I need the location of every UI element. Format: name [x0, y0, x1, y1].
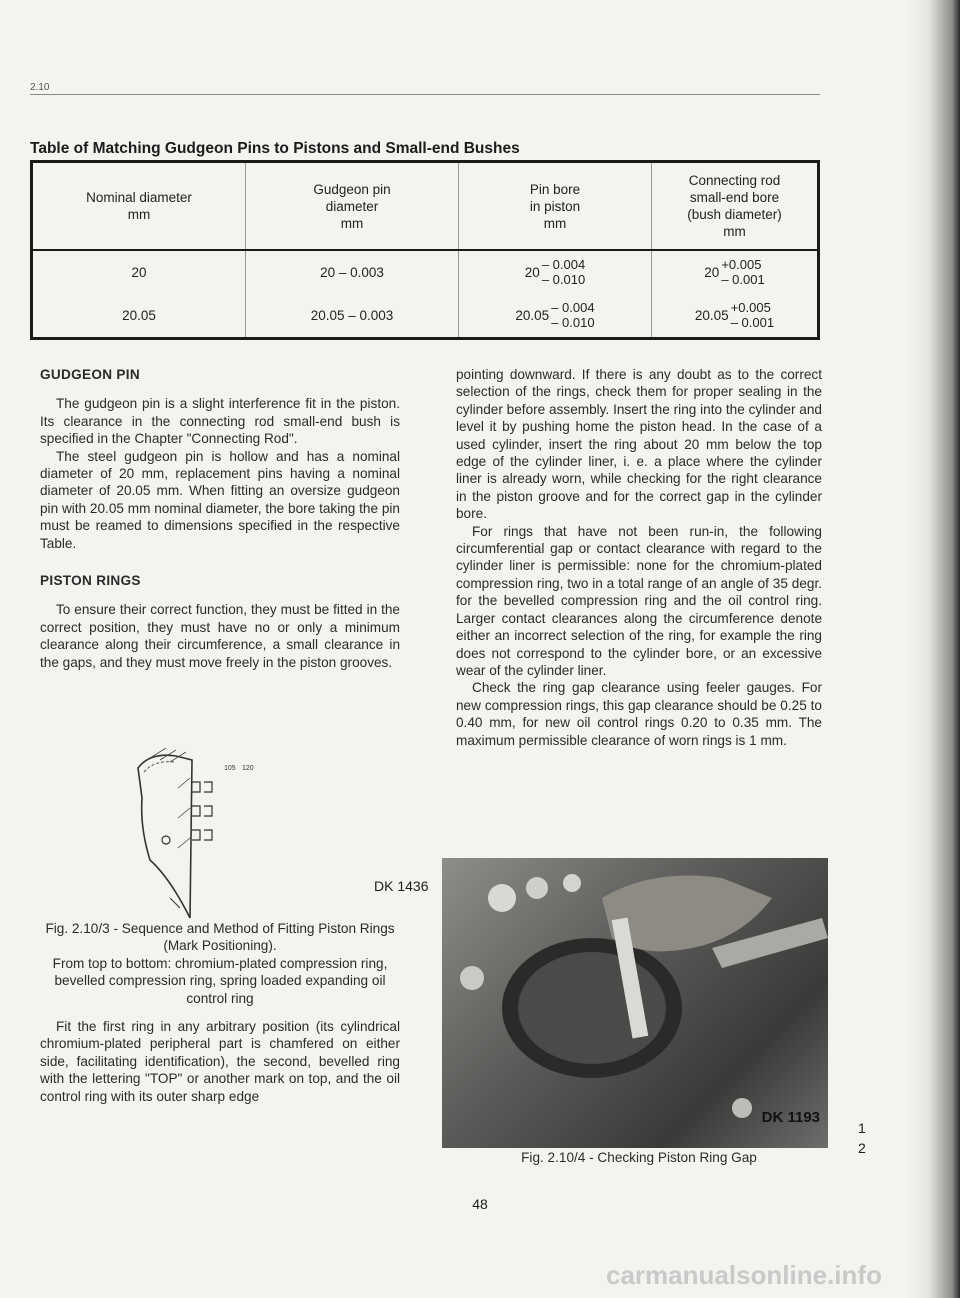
gudgeon-paragraph: The gudgeon pin is a slight interference fit in the piston. Its clearance in the connecting rod small-end bush is specified in the Chapter "Connecting Rod". [40, 396, 400, 447]
rings-heading: PISTON RINGS [40, 573, 141, 589]
watermark: carmanualsonline.info [606, 1260, 882, 1290]
header-bore: Pin bore in piston mm [459, 162, 652, 251]
page-binding-shadow [908, 0, 960, 1298]
table-row [32, 250, 819, 294]
right-column [456, 366, 822, 749]
header-pin: Gudgeon pin diameter mm [246, 162, 459, 251]
edge-numbers: 1 2 [858, 1120, 866, 1156]
cell-pin: 20.05 – 0.003 [246, 294, 459, 339]
header-rule [30, 94, 820, 95]
cell-bore: 20 – 0.004 – 0.010 [459, 250, 652, 294]
fig-caption: Fig. 2.10/3 - Sequence and Method of Fitting Piston Rings (Mark Positioning). From top to bottom: chromium-plated compression ring, bevelled compression ring, spring loaded expanding oil control ring [45, 921, 395, 1006]
cell-nominal: 20 [32, 250, 246, 294]
fig-label: 120 [242, 765, 254, 772]
rings-fitting-paragraph: Fit the first ring in any arbitrary position (its cylindrical chromium-plated peripheral part is chamfered on either side, facilitating identification), the second, bevelled ring with the lettering "TOP" or another mark on top, and the oil control ring with its outer sharp edge [40, 1019, 400, 1104]
header-bush: Connecting rod small-end bore (bush diameter) mm [652, 162, 819, 251]
right-paragraph: For rings that have not been run-in, the following circumferential gap or contact clearance with regard to the cylinder liner is permissible: none for the chromium-plated compression ring, two in a total range of an angle of 35 degr. for the bevelled compression ring and the oil control ring. Larger contact clearances along the circumference denote either an incorrect selection of the ring, for example the ring does not correspond to the cylinder bore, or an excessive wear of the cylinder liner. [456, 523, 822, 678]
cell-bush: 20.05 +0.005 – 0.001 [694, 300, 775, 331]
cell-bore: 20.05 – 0.004 – 0.010 [459, 294, 652, 339]
matching-table [30, 160, 820, 340]
left-column [40, 366, 400, 691]
cell-nominal: 20.05 [32, 294, 246, 339]
table-header-row [32, 162, 819, 251]
photo-code: DK 1193 [761, 1109, 820, 1126]
rings-paragraph: To ensure their correct function, they must be fitted in the correct position, they must have no or only a minimum clearance along their circumference, a small clearance in the gaps, and they must move freely in the piston grooves. [40, 602, 400, 670]
piston-ring-diagram [130, 748, 260, 928]
table-row [32, 294, 819, 339]
section-number: 2.10 [30, 82, 50, 93]
gudgeon-heading: GUDGEON PIN [40, 367, 140, 382]
photo-caption: Fig. 2.10/4 - Checking Piston Ring Gap [521, 1150, 757, 1165]
right-paragraph: Check the ring gap clearance using feeler gauges. For new compression rings, this gap clearance should be 0.25 to 0.40 mm, for new oil control rings 0.20 to 0.35 mm. The maximum permissible clearance of worn rings is 1 mm. [456, 680, 822, 748]
table-title: Table of Matching Gudgeon Pins to Pistons and Small-end Bushes [30, 140, 520, 157]
photo-illustration [442, 858, 828, 1148]
cell-bush: 20 +0.005 – 0.001 [704, 257, 765, 288]
cell-pin: 20 – 0.003 [246, 250, 459, 294]
ring-gap-photo [442, 858, 828, 1148]
right-paragraph: pointing downward. If there is any doubt as to the correct selection of the rings, check them for proper sealing in the cylinder before assembly. Insert the ring into the cylinder and level it by pushing home the piston head. In the case of a used cylinder, insert the ring about 20 mm below the top edge of the cylinder liner, i. e. a place where the cylinder liner is already worn, while checking for the right clearance in the piston groove and for the correct gap in the cylinder bore. [456, 367, 822, 522]
header-nominal: Nominal diameter mm [32, 162, 246, 251]
fig-label: 105 [224, 765, 236, 772]
gudgeon-paragraph: The steel gudgeon pin is hollow and has a nominal diameter of 20 mm, replacement pins having a nominal diameter of 20.05 mm. When fitting an oversize gudgeon pin with 20.05 mm nominal diameter, the bore taking the pin must be reamed to dimensions specified in the respective Table. [40, 448, 400, 551]
page-number: 48 [472, 1196, 488, 1212]
rings-section [40, 572, 400, 671]
fig-code: DK 1436 [374, 878, 429, 894]
gudgeon-section [40, 366, 400, 552]
